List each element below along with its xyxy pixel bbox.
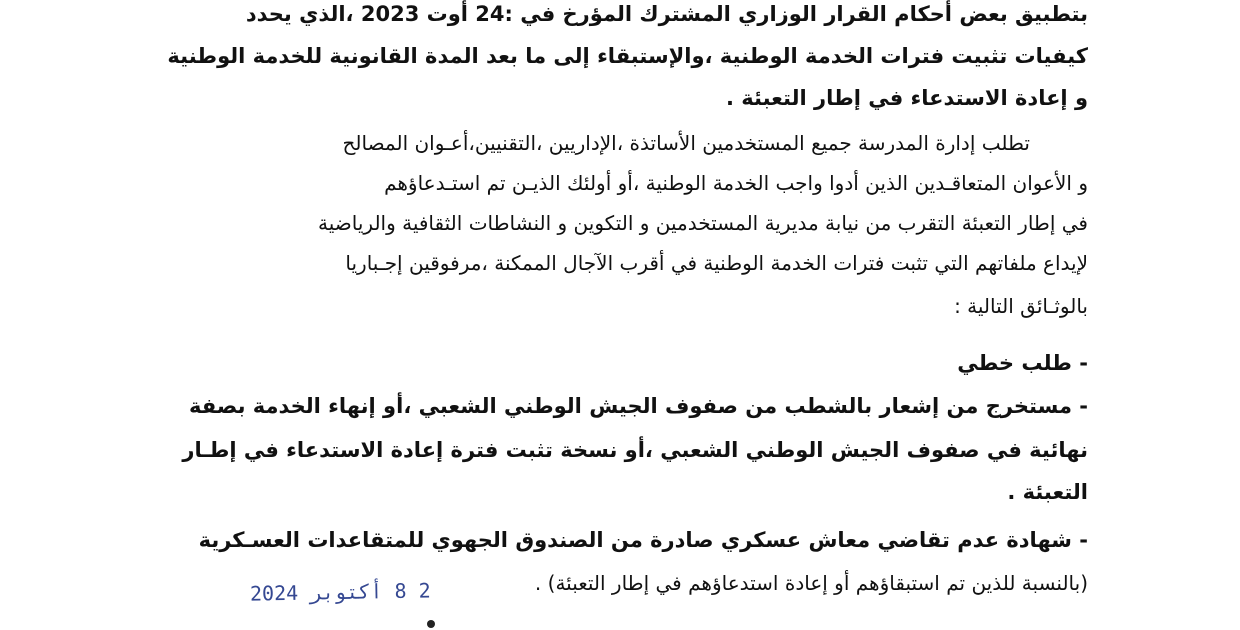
- paragraph-line-5: بالوثـائق التالية :: [954, 294, 1088, 318]
- date-stamp: 2 8 أكتوبر 2024: [249, 578, 431, 606]
- list-item-extract-line-1: - مستخرج من إشعار بالشطب من صفوف الجيش الوطني الشعبي ،أو إنهاء الخدمة بصفة: [189, 394, 1088, 418]
- list-item-written-request: - طلب خطي: [957, 351, 1088, 375]
- paragraph-line-1: تطلب إدارة المدرسة جميع المستخدمين الأساتذة ،الإداريين ،التقنيين،أعـوان المصالح: [342, 131, 1030, 155]
- intro-line-1: بتطبيق بعض أحكام القرار الوزاري المشترك المؤرخ في :24 أوت 2023 ،الذي يحدد: [245, 2, 1088, 26]
- intro-line-3: و إعادة الاستدعاء في إطار التعبئة .: [726, 86, 1088, 110]
- bottom-mark: [427, 620, 435, 628]
- paragraph-line-3: في إطار التعبئة التقرب من نيابة مديرية المستخدمين و التكوين و النشاطات الثقافية والرياضية: [318, 211, 1088, 235]
- list-item-certificate-line-1: - شهادة عدم تقاضي معاش عسكري صادرة من الصندوق الجهوي للمتقاعدات العسـكرية: [198, 528, 1088, 552]
- paragraph-line-4: لإيداع ملفاتهم التي تثبت فترات الخدمة الوطنية في أقرب الآجال الممكنة ،مرفوقين إجـباريا: [345, 251, 1088, 275]
- list-item-extract-line-3: التعبئة .: [1007, 480, 1088, 504]
- paragraph-line-2: و الأعوان المتعاقـدين الذين أدوا واجب الخدمة الوطنية ،أو أولئك الذيـن تم استـدعاؤهم: [384, 171, 1088, 195]
- intro-line-2: كيفيات تثبيت فترات الخدمة الوطنية ،والإستبقاء إلى ما بعد المدة القانونية للخدمة الوطنية: [167, 44, 1088, 68]
- list-item-certificate-line-2: (بالنسبة للذين تم استبقاؤهم أو إعادة استدعاؤهم في إطار التعبئة) .: [534, 571, 1088, 595]
- list-item-extract-line-2: نهائية في صفوف الجيش الوطني الشعبي ،أو نسخة تثبت فترة إعادة الاستدعاء في إطـار: [182, 438, 1088, 462]
